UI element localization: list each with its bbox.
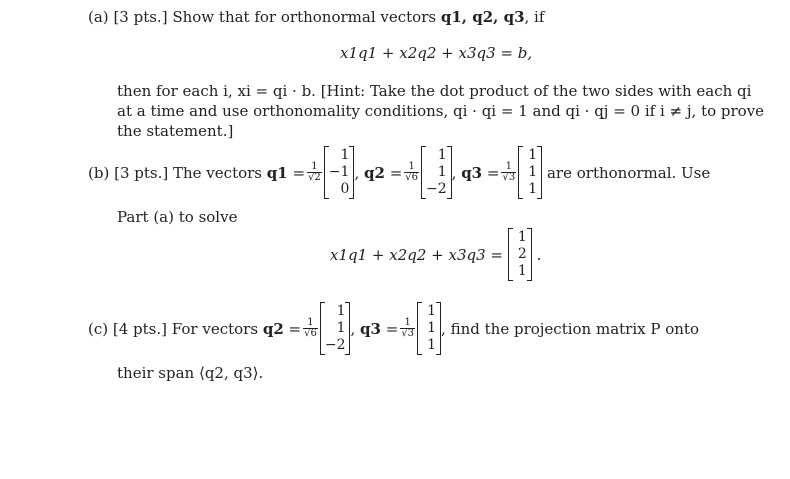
part-c-label: (c): [88, 319, 109, 338]
part-b-rhs-vector: 1 2 1: [508, 228, 532, 281]
part-b-q3-coefficient: $\frac{1}{√3}$: [502, 161, 516, 183]
part-a-intro: Show that for orthonormal vectors: [172, 8, 437, 26]
part-a-line1: then for each i, xi = qi · b. [Hint: Take the dot product of the two sides with each qi: [117, 82, 752, 100]
part-a-heading: [88, 8, 544, 26]
part-a-equation: x1q1 + x2q2 + x3q3 = b,: [340, 44, 533, 62]
part-c-points: [4 pts.]: [112, 319, 168, 338]
part-b-q2-name: q2: [363, 163, 385, 182]
part-b-statement: (b) [3 pts.] The vectors q1 = $\frac{1}{√2}$ 1 −1 0 , q2 = $\frac{1}{√6}$ 1 1 −2 , q3 = $\frac{1}{√3}$ 1 1 1 are orthonormal. Use: [88, 147, 711, 197]
part-c-q2-vector: 1 1 −2: [320, 302, 351, 355]
part-c-line2: their span ⟨q2, q3⟩.: [117, 364, 264, 382]
part-b-equation: x1q1 + x2q2 + x3q3 =: [330, 245, 503, 264]
part-a-line2: at a time and use orthonomality conditions, qi · qi = 1 and qi · qj = 0 if i ≠ j, to prove: [117, 102, 765, 120]
part-c-q3-vector: 1 1 1: [417, 302, 441, 355]
part-c-suffix: find the projection matrix P onto: [450, 319, 699, 338]
part-a-line3: the statement.]: [117, 122, 234, 140]
part-c-q2-coefficient: $\frac{1}{√6}$: [304, 317, 317, 339]
part-b-q2-vector: 1 1 −2: [421, 146, 452, 199]
part-b-label: (b): [88, 163, 110, 182]
part-c-statement: (c) [4 pts.] For vectors q2 = $\frac{1}{√6}$ 1 1 −2 , q3 = $\frac{1}{√3}$ 1 1 1 , find the projection matrix P onto: [88, 303, 699, 353]
part-b-q3-vector: 1 1 1: [518, 146, 542, 199]
part-a-points: [3 pts.]: [113, 8, 168, 26]
part-b-q1-name: q1: [266, 163, 288, 182]
part-b-end: .: [536, 245, 542, 264]
part-b-q3-name: q3: [461, 163, 483, 182]
part-a-if: , if: [524, 8, 545, 26]
part-b-intro: The vectors: [173, 163, 262, 182]
part-c-intro: For vectors: [171, 319, 259, 338]
part-c-q3-coefficient: $\frac{1}{√3}$: [401, 317, 415, 339]
part-a-label: (a): [88, 8, 109, 26]
part-b-equation-row: [330, 228, 541, 281]
part-a-vectors-list: q1, q2, q3: [440, 8, 525, 26]
part-b-suffix: are orthonormal. Use: [546, 163, 711, 182]
part-c-q3-name: q3: [360, 319, 381, 338]
part-b-q1-coefficient: $\frac{1}{√2}$: [308, 161, 321, 183]
part-b-q2-coefficient: $\frac{1}{√6}$: [405, 161, 418, 183]
part-c-q2-name: q2: [262, 319, 284, 338]
part-b-line2: Part (a) to solve: [117, 208, 238, 226]
part-b-points: [3 pts.]: [114, 163, 169, 182]
part-b-q1-vector: 1 −1 0: [324, 146, 355, 199]
